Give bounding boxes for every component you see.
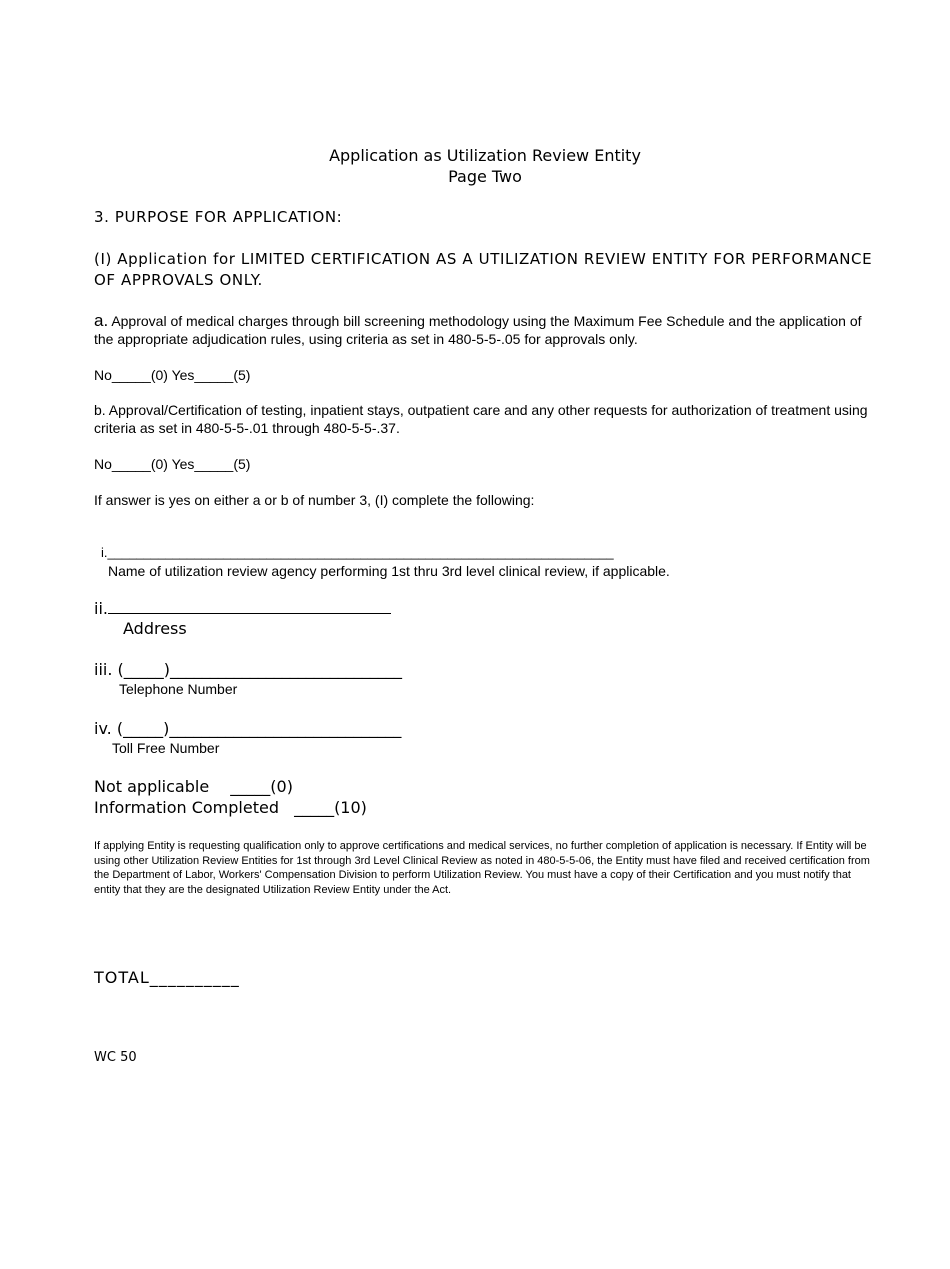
page-subtitle: Page Two xyxy=(448,167,522,186)
instruction-text: If answer is yes on either a or b of number 3, (I) complete the following: xyxy=(94,492,535,508)
section-intro xyxy=(94,249,874,291)
toll-free-caption: Toll Free Number xyxy=(112,740,220,756)
form-id: WC 50 xyxy=(94,1050,137,1065)
not-applicable-value: _____(0) xyxy=(230,777,293,796)
item-b: b. Approval/Certification of testing, inpatient stays, outpatient care and any other requests for authorization of treatment using criteria as set in 480-5-5-.01 through 480-5-5-.37. xyxy=(94,402,868,436)
section-intro-prefix: (I) Application for xyxy=(94,250,236,268)
item-a-text: Approval of medical charges through bill screening methodology using the Maximum Fee Schedule and the application of the appropriate adjudication rules, using criteria as set in 480-5-5-.05 for approvals only. xyxy=(94,313,862,347)
agency-name-line: i.______________________________________________________________________ xyxy=(101,545,614,560)
page-title: Application as Utilization Review Entity xyxy=(329,146,641,165)
agency-name-caption: Name of utilization review agency performing 1st thru 3rd level clinical review, if applicable. xyxy=(108,563,670,579)
item-a-options: No_____(0) Yes_____(5) xyxy=(94,367,251,383)
instruction-note: If applying Entity is requesting qualification only to approve certifications and medical services, no further completion of application is necessary. If Entity will be using other Utilization Review Entities for 1st through 3rd Level Clinical Review as noted in 480-5-5-06, the Entity must have filed and received certification from the Department of Labor, Workers' Compensation Division to perform Utilization Review. You must have a copy of their Certification and you must notify that entity that they are the designated Utilization Review Entity under the Act. xyxy=(94,840,870,896)
not-applicable-label: Not applicable xyxy=(94,777,210,796)
address-field xyxy=(94,599,391,618)
address-caption: Address xyxy=(123,619,187,638)
item-b-options: No_____(0) Yes_____(5) xyxy=(94,456,251,472)
telephone-caption: Telephone Number xyxy=(119,681,238,697)
address-underline xyxy=(108,599,391,614)
telephone-line: iii. (_____)_____________________________ xyxy=(94,660,402,679)
section-intro-caps: LIMITED CERTIFICATION AS A UTILIZATION REVIEW ENTITY FOR PERFORMANCE OF APPROVALS ONLY. xyxy=(94,250,873,289)
section-heading: 3. PURPOSE FOR APPLICATION: xyxy=(94,208,343,226)
information-completed-row xyxy=(94,798,367,817)
toll-free-line: iv. (_____)_____________________________ xyxy=(94,719,402,738)
information-completed-value: _____(10) xyxy=(294,798,367,817)
information-completed-label: Information Completed xyxy=(94,798,279,817)
item-a xyxy=(94,312,876,348)
total-field: TOTAL__________ xyxy=(94,968,240,987)
address-label: ii. xyxy=(94,599,108,618)
item-a-letter: a. xyxy=(94,311,109,330)
not-applicable-row xyxy=(94,777,293,796)
